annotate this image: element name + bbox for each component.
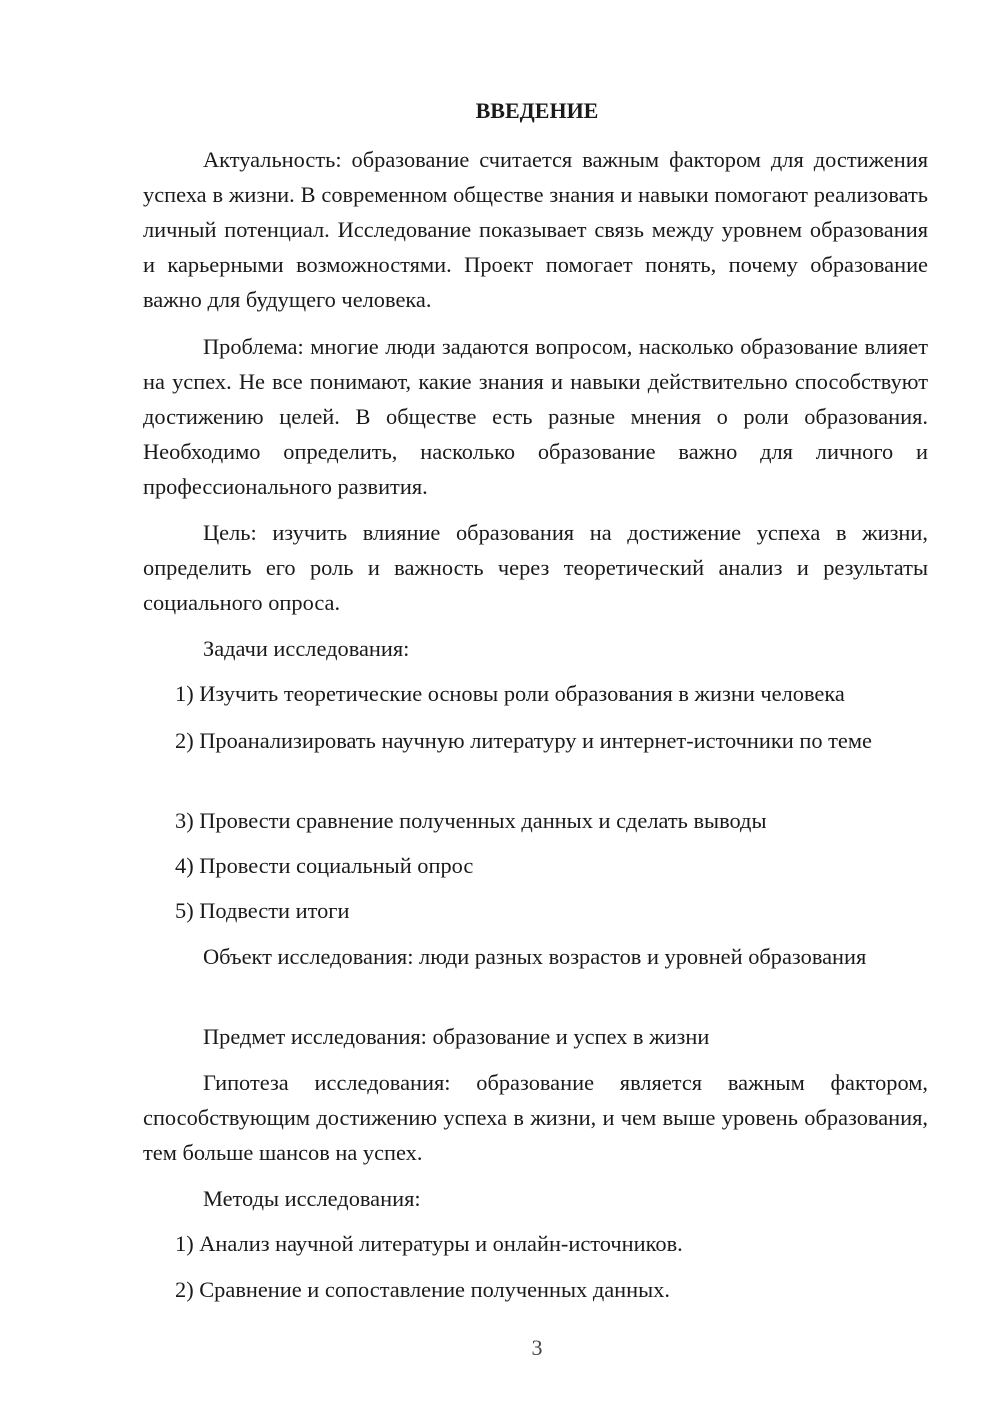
paragraph-hypothesis: Гипотеза исследования: образование является важным фактором, способствующим достижению успеха в жизни, и чем выше уровень образования, тем больше шансов на успех. [143,1070,928,1165]
method-item-1: 1) Анализ научной литературы и онлайн-источников. [175,1231,683,1256]
section-title: ВВЕДЕНИЕ [475,98,599,123]
paragraph-relevance: Актуальность: образование считается важным фактором для достижения успеха в жизни. В современном обществе знания и навыки помогают реализовать личный потенциал. Исследование показывает связь между уровнем образования и карьерными возможностями. Проект помогает понять, почему образование важно для будущего человека. [143,147,928,312]
method-item-2: 2) Сравнение и сопоставление полученных данных. [175,1277,670,1302]
task-item-1: 1) Изучить теоретические основы роли образования в жизни человека [175,681,845,706]
task-item-4: 4) Провести социальный опрос [175,853,474,878]
tasks-heading: Задачи исследования: [203,636,410,661]
paragraph-goal: Цель: изучить влияние образования на достижение успеха в жизни, определить его роль и важность через теоретический анализ и результаты социального опроса. [143,520,928,615]
paragraph-object: Объект исследования: люди разных возрастов и уровней образования [203,944,867,969]
task-item-3: 3) Провести сравнение полученных данных и сделать выводы [175,808,767,833]
task-item-5: 5) Подвести итоги [175,898,350,923]
methods-heading: Методы исследования: [203,1186,421,1211]
paragraph-problem: Проблема: многие люди задаются вопросом, насколько образование влияет на успех. Не все понимают, какие знания и навыки действительно способствуют достижению целей. В обществе есть разные мнения о роли образования. Необходимо определить, насколько образование важно для личного и профессионального развития. [143,334,928,499]
paragraph-subject: Предмет исследования: образование и успех в жизни [203,1024,710,1049]
task-item-2: 2) Проанализировать научную литературу и интернет-источники по теме [175,728,872,753]
page-number: 3 [531,1335,543,1360]
